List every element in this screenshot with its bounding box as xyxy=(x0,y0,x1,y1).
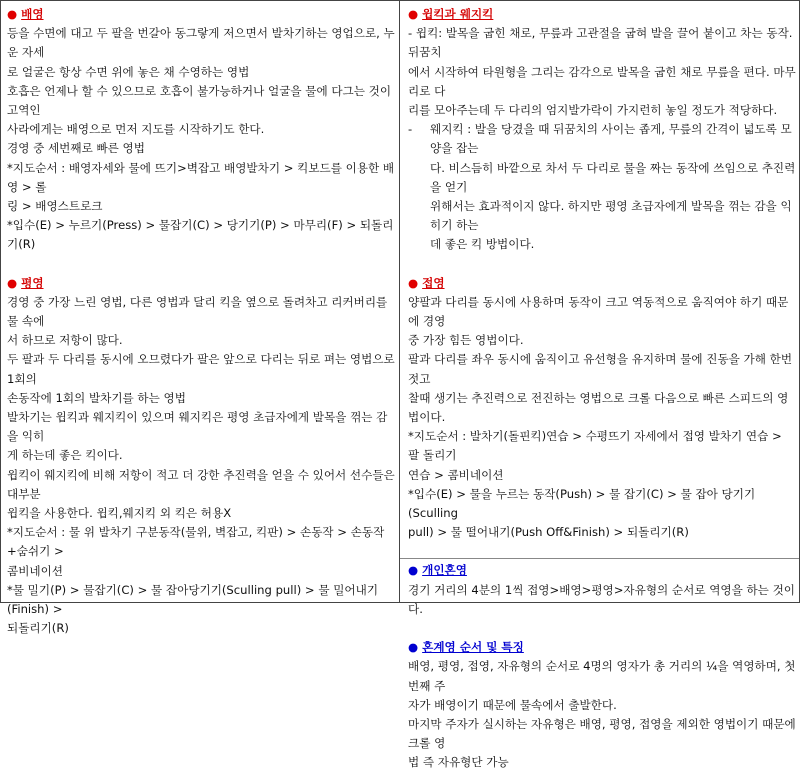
text-line: 윕킥이 웨지킥에 비해 저항이 적고 더 강한 추진력을 얻을 수 있어서 선수들은 대부분 xyxy=(7,467,395,501)
spacer xyxy=(7,255,397,274)
spacer xyxy=(408,255,796,274)
list-dash: - xyxy=(408,122,413,137)
text-line: 링 > 배영스트로크 xyxy=(7,199,103,214)
text-line: pull) > 물 떨어내기(Push Off&Finish) > 되돌리기(R) xyxy=(408,525,689,540)
bullet-icon: ● xyxy=(408,563,419,578)
text-line: 윕킥을 사용한다. 윕킥,웨지킥 외 킥은 허용X xyxy=(7,506,232,521)
section-title-whipkick: ● 윕킥과 웨지킥 xyxy=(408,7,494,21)
bullet-icon: ● xyxy=(408,7,419,21)
text-line: 손동작에 1회의 발차기를 하는 영법 xyxy=(7,390,186,405)
text-line: 콤비네이션 xyxy=(7,563,63,578)
text-line: *지도순서 : 물 위 발차기 구분동작(물위, 벽잡고, 킥판) > 손동작 > 손동작+숨쉬기 > xyxy=(7,525,385,559)
text-line: 경기 거리의 4분의 1씩 접영>배영>평영>자유형의 순서로 역영을 하는 것이다. xyxy=(408,582,795,616)
bullet-icon: ● xyxy=(408,275,419,290)
bullet-icon: ● xyxy=(7,7,18,21)
text-line: 데 좋은 킥 방법이다. xyxy=(430,237,535,252)
section-title-breaststroke: ● 평영 xyxy=(7,275,44,290)
section-title-medley-relay: ● 혼계영 순서 및 특징 xyxy=(408,640,524,655)
text-line: 다. 비스듬히 바깥으로 차서 두 다리로 물을 짜는 동작에 쓰임으로 추진력을 얻기 xyxy=(430,160,796,194)
text-line: 발차기는 윕킥과 웨지킥이 있으며 웨지킥은 평영 초급자에게 발목을 꺾는 감을 익히 xyxy=(7,410,388,444)
wedge-kick-item xyxy=(408,120,796,254)
text-line: *지도순서 : 발차기(돌핀킥)연습 > 수평뜨기 자세에서 접영 발차기 연습 > 팔 돌리기 xyxy=(408,429,782,463)
text-line: *지도순서 : 배영자세와 물에 뜨기>벽잡고 배영발차기 > 킥보드를 이용한 배영 > 롤 xyxy=(7,160,395,194)
text-line: 찰때 생기는 추진력으로 전진하는 영법으로 크롤 다음으로 빠른 스피드의 영법이다. xyxy=(408,390,789,425)
text-line: *입수(E) > 물을 누르는 동작(Push) > 물 잡기(C) > 물 잡아 당기기(Sculling xyxy=(408,486,756,521)
text-line: 로 얼굴은 항상 수면 위에 놓은 채 수영하는 영법 xyxy=(7,64,250,79)
section-title-butterfly: ● 접영 xyxy=(408,275,445,290)
text-line: 위해서는 효과적이지 않다. 하지만 평영 초급자에게 발목을 꺾는 감을 익히기 하는 xyxy=(430,199,792,233)
text-line: 웨지킥 : 발을 당겼을 때 뒤꿈치의 사이는 좁게, 무릎의 간격이 넓도록 모양을 잡는 xyxy=(430,122,792,156)
text-line: *입수(E) > 누르기(Press) > 물잡기(C) > 당기기(P) > 마무리(F) > 되돌리기(R) xyxy=(7,218,394,252)
bullet-icon: ● xyxy=(7,275,18,290)
right-column xyxy=(408,5,796,773)
text-line: 배영, 평영, 접영, 자유형의 순서로 4명의 영자가 총 거리의 ¼을 역영하며, 첫번째 주 xyxy=(408,659,796,693)
wedge-kick-text xyxy=(408,120,796,254)
text-line: 에서 시작하여 타원형을 그리는 감각으로 발목을 굽힌 채로 무릎을 편다. 마무리로 다 xyxy=(408,64,796,98)
text-line: 팔과 다리를 좌우 동시에 움직이고 유선형을 유지하며 물에 진동을 가해 한번 젓고 xyxy=(408,352,793,386)
text-line: 경영 중 세번째로 빠른 영법 xyxy=(7,141,145,156)
text-line: 마지막 주자가 실시하는 자유형은 배영, 평영, 접영을 제외한 영법이기 때문에 크롤 영 xyxy=(408,716,796,751)
text-line: 되돌리기(R) xyxy=(7,621,69,636)
text-line: 호흡은 언제나 할 수 있으므로 호흡이 불가능하거나 얼굴을 물에 다그는 것이 고역인 xyxy=(7,83,392,118)
section-title-individual-medley: ● 개인혼영 xyxy=(408,563,467,578)
spacer xyxy=(408,619,796,638)
text-line: 두 팔과 두 다리를 동시에 오므렸다가 팔은 앞으로 다리는 뒤로 펴는 영법으로 1회의 xyxy=(7,352,395,386)
text-line: 연습 > 콤비네이션 xyxy=(408,467,504,482)
spacer xyxy=(408,542,796,561)
text-line: 게 하는데 좋은 킥이다. xyxy=(7,448,123,463)
text-line: 사라에게는 배영으로 먼저 지도를 시작하기도 한다. xyxy=(7,122,265,137)
column-divider xyxy=(399,0,400,603)
text-line: 중 가장 힘든 영법이다. xyxy=(408,333,524,348)
text-line: 리를 모아주는데 두 다리의 엄지발가락이 가지런히 놓일 정도가 적당하다. xyxy=(408,103,778,118)
text-line: *물 밀기(P) > 물잡기(C) > 물 잡아당기기(Sculling pull) > 물 밀어내기(Finish) > xyxy=(7,582,379,617)
text-line: 경영 중 가장 느린 영법, 다른 영법과 달리 킥을 옆으로 돌려차고 리커버리를 물 속에 xyxy=(7,294,388,329)
text-line: 등을 수면에 대고 두 팔을 번갈아 동그랗게 저으면서 발차기하는 영업으로, 누운 자세 xyxy=(7,26,395,60)
bullet-icon: ● xyxy=(408,640,419,655)
text-line: 자가 배영이기 때문에 물속에서 출발한다. xyxy=(408,697,617,712)
left-column xyxy=(7,5,397,639)
text-line: 법 즉 자유형단 가능 xyxy=(408,755,509,770)
section-title-backstroke: ● 배영 xyxy=(7,7,44,21)
text-line: - 윕킥: 발목을 굽힌 채로, 무릎과 고관절을 굽혀 발을 끌어 붙이고 차는 동작. 뒤꿈치 xyxy=(408,26,793,60)
text-line: 양팔과 다리를 동시에 사용하며 동작이 크고 역동적으로 움직여야 하기 때문에 경영 xyxy=(408,294,789,329)
text-line: 서 하므로 저항이 많다. xyxy=(7,333,123,348)
